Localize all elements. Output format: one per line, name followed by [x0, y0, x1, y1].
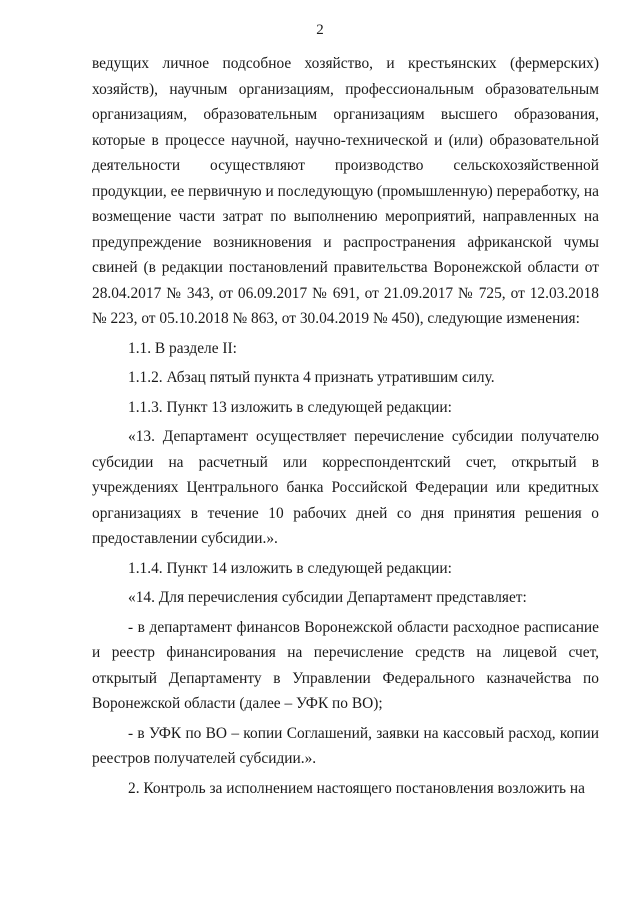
paragraph-section-ii: 1.1. В разделе II:: [128, 339, 237, 357]
paragraph-finance-department: - в департамент финансов Воронежской области расходное расписание и реестр финансирования на перечисление средств на лицевой счет, открытый Департаменту в Управлении Федерального казначейства по Воронежской области (далее – УФК по ВО);: [92, 618, 599, 712]
paragraph-control: 2. Контроль за исполнением настоящего постановления возложить на: [128, 779, 585, 797]
paragraph-item-1-1-3: 1.1.3. Пункт 13 изложить в следующей редакции:: [128, 398, 452, 416]
paragraph-item-1-1-4: 1.1.4. Пункт 14 изложить в следующей редакции:: [128, 559, 452, 577]
page-number: 2: [316, 22, 324, 38]
paragraph-continuation: ведущих личное подсобное хозяйство, и крестьянских (фермерских) хозяйств), научным организациям, профессиональным образовательным организациям, образовательным организациям высшего образования, которые в процессе научной, научно-технической и (или) образовательной деятельности осуществляют производство сельскохозяйственной продукции, ее первичную и последующую (промышленную) переработку, на возмещение части затрат по выполнению мероприятий, направленных на предупреждение возникновения и распространения африканской чумы свиней (в редакции постановлений правительства Воронежской области от 28.04.2017 № 343, от 06.09.2017 № 691, от 21.09.2017 № 725, от 12.03.2018 № 223, от 05.10.2018 № 863, от 30.04.2019 № 450), следующие изменения:: [92, 55, 599, 327]
paragraph-ufk: - в УФК по ВО – копии Соглашений, заявки на кассовый расход, копии реестров получателей субсидии.».: [92, 724, 599, 767]
paragraph-point-14: «14. Для перечисления субсидии Департамент представляет:: [128, 589, 527, 606]
document-body: [92, 51, 599, 801]
paragraph-point-13: «13. Департамент осуществляет перечисление субсидии получателю субсидии на расчетный или корреспондентский счет, открытый в учреждениях Центрального банка Российской Федерации или кредитных организациях в течение 10 рабочих дней со дня принятия решения о предоставлении субсидии.».: [92, 428, 599, 547]
paragraph-item-1-1-2: 1.1.2. Абзац пятый пункта 4 признать утратившим силу.: [128, 369, 495, 386]
